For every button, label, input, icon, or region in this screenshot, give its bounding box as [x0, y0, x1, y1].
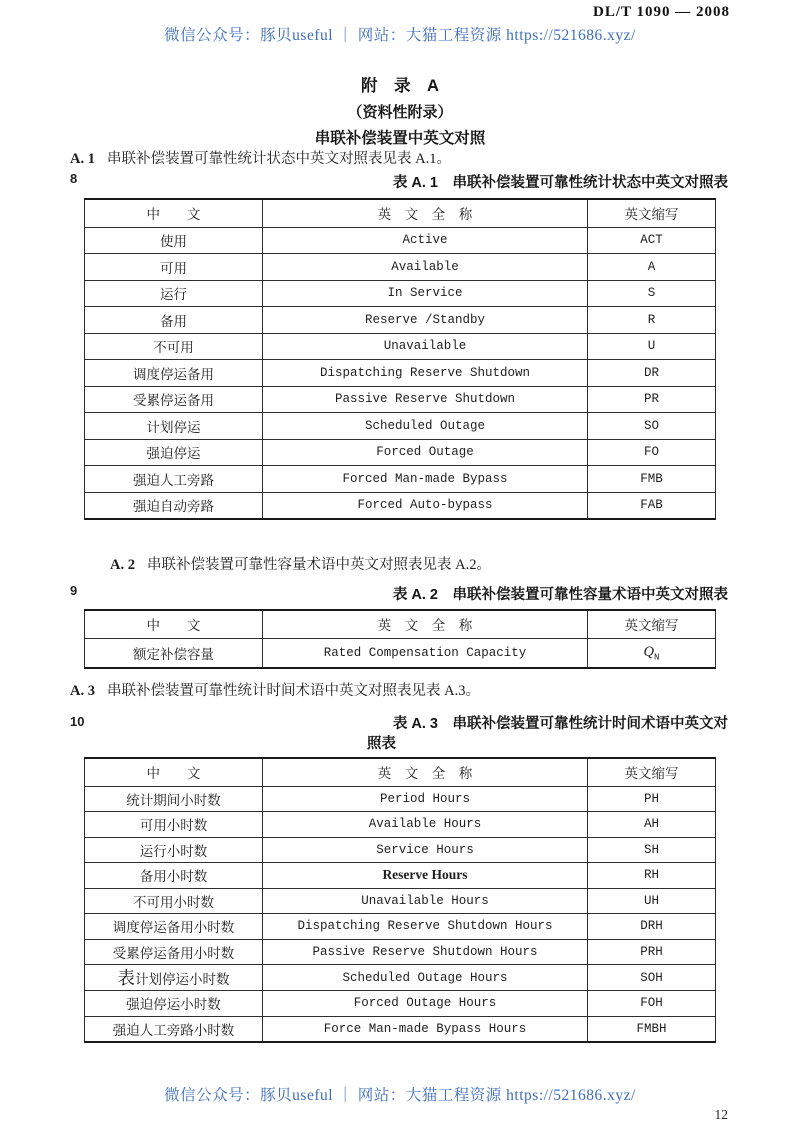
cell-abbreviation: PR [588, 386, 716, 413]
table-a3-caption-line1: 表 A. 3 串联补偿装置可靠性统计时间术语中英文对 [392, 716, 728, 732]
cell-chinese: 可用小时数 [85, 812, 263, 838]
section-a2-paragraph [110, 553, 491, 574]
cell-abbreviation: PH [588, 786, 716, 812]
page-number: 12 [714, 1107, 728, 1122]
cell-english: Forced Outage [263, 439, 588, 466]
cell-chinese: 强迫自动旁路 [85, 492, 263, 519]
cell-english: In Service [263, 280, 588, 307]
cell-chinese: 计划停运 [85, 413, 263, 440]
cell-chinese: 强迫人工旁路 [85, 466, 263, 493]
table-row [85, 888, 716, 914]
column-header: 英文缩写 [588, 610, 716, 638]
table-a1-caption-row [70, 171, 728, 192]
cell-english: Period Hours [263, 786, 588, 812]
table-row [85, 360, 716, 387]
cell-chinese: 强迫停运 [85, 439, 263, 466]
cell-english: Available Hours [263, 812, 588, 838]
table-row [85, 991, 716, 1017]
cell-abbreviation: PRH [588, 939, 716, 965]
cell-chinese: 备用 [85, 307, 263, 334]
section-a1-label: A. 1 [70, 151, 95, 167]
section-a2-text: 串联补偿装置可靠性容量术语中英文对照表见表 A.2。 [146, 557, 491, 573]
cell-english: Forced Man-made Bypass [263, 466, 588, 493]
column-header: 英文缩写 [588, 758, 716, 786]
table-row [85, 227, 716, 254]
cell-english: Passive Reserve Shutdown Hours [263, 939, 588, 965]
cell-chinese: 运行 [85, 280, 263, 307]
table-row [85, 786, 716, 812]
cell-abbreviation: S [588, 280, 716, 307]
appendix-title: 附 录 A [361, 77, 439, 95]
margin-number-9: 9 [70, 583, 78, 598]
large-character: 表 [117, 968, 135, 988]
cell-chinese: 受累停运备用小时数 [85, 939, 263, 965]
cell-english: Unavailable [263, 333, 588, 360]
promo-header-link[interactable]: 微信公众号：豚贝useful ｜ 网站：大猫工程资源 https://521686.xyz/ [164, 27, 636, 44]
table-header-row [85, 610, 716, 638]
cell-chinese: 调度停运备用小时数 [85, 914, 263, 940]
cell-chinese: 调度停运备用 [85, 360, 263, 387]
table-row [85, 280, 716, 307]
cell-abbreviation: RH [588, 863, 716, 889]
cell-chinese: 受累停运备用 [85, 386, 263, 413]
column-header: 英 文 全 称 [263, 610, 588, 638]
table-a3-caption [366, 714, 728, 754]
cell-english: Forced Auto-bypass [263, 492, 588, 519]
table-row [85, 386, 716, 413]
cell-abbreviation: FO [588, 439, 716, 466]
cell-abbreviation: FMB [588, 466, 716, 493]
cell-english: Scheduled Outage Hours [263, 965, 588, 991]
table-a1 [84, 198, 716, 520]
cell-english: Rated Compensation Capacity [263, 638, 588, 668]
cell-abbreviation: SOH [588, 965, 716, 991]
section-a2-label: A. 2 [110, 557, 135, 573]
cell-chinese: 不可用 [85, 333, 263, 360]
cell-english: Scheduled Outage [263, 413, 588, 440]
cell-chinese: 运行小时数 [85, 837, 263, 863]
cell-english: Forced Outage Hours [263, 991, 588, 1017]
table-row [85, 914, 716, 940]
cell-abbreviation: FOH [588, 991, 716, 1017]
cell-english: Unavailable Hours [263, 888, 588, 914]
appendix-title-block [0, 72, 800, 148]
cell-abbreviation: A [588, 254, 716, 281]
cell-chinese: 统计期间小时数 [85, 786, 263, 812]
cell-abbreviation: SH [588, 837, 716, 863]
cell-abbreviation: ACT [588, 227, 716, 254]
table-row [85, 837, 716, 863]
section-a1-paragraph [70, 147, 451, 168]
table-row [85, 1016, 716, 1042]
column-header: 中 文 [85, 758, 263, 786]
cell-english: Dispatching Reserve Shutdown [263, 360, 588, 387]
cell-chinese: 强迫停运小时数 [85, 991, 263, 1017]
table-row [85, 439, 716, 466]
table-a3-caption-row [70, 714, 728, 754]
cell-abbreviation: DRH [588, 914, 716, 940]
table-row [85, 965, 716, 991]
cell-english: Reserve Hours [263, 863, 588, 889]
cell-abbreviation: $Q_N$ [588, 638, 716, 668]
cell-chinese: 额定补偿容量 [85, 638, 263, 668]
table-row [85, 812, 716, 838]
section-a3-paragraph [70, 679, 480, 700]
table-a1-caption: 表 A. 1 串联补偿装置可靠性统计状态中英文对照表 [392, 175, 728, 191]
table-header-row [85, 199, 716, 227]
cell-abbreviation: AH [588, 812, 716, 838]
cell-english: Available [263, 254, 588, 281]
column-header: 英文缩写 [588, 199, 716, 227]
table-row [85, 254, 716, 281]
appendix-subtitle: （资料性附录） [347, 104, 453, 121]
table-header-row [85, 758, 716, 786]
cell-chinese: 可用 [85, 254, 263, 281]
promo-footer-link[interactable]: 微信公众号：豚贝useful ｜ 网站：大猫工程资源 https://521686.xyz/ [164, 1087, 636, 1104]
cell-chinese: 强迫人工旁路小时数 [85, 1016, 263, 1042]
cell-abbreviation: DR [588, 360, 716, 387]
cell-abbreviation: U [588, 333, 716, 360]
table-row [85, 863, 716, 889]
section-a3-text: 串联补偿装置可靠性统计时间术语中英文对照表见表 A.3。 [106, 683, 480, 699]
column-header: 中 文 [85, 199, 263, 227]
table-row [85, 333, 716, 360]
table-row [85, 466, 716, 493]
table-row [85, 638, 716, 668]
cell-chinese: 使用 [85, 227, 263, 254]
margin-number-10: 10 [70, 714, 85, 729]
cell-abbreviation: R [588, 307, 716, 334]
table-a3-caption-line2: 照表 [366, 736, 396, 752]
table-row [85, 307, 716, 334]
cell-chinese: 不可用小时数 [85, 888, 263, 914]
cell-english: Force Man-made Bypass Hours [263, 1016, 588, 1042]
column-header: 中 文 [85, 610, 263, 638]
appendix-heading: 串联补偿装置中英文对照 [314, 130, 486, 147]
table-a3 [84, 757, 716, 1043]
table-row [85, 492, 716, 519]
table-a2 [84, 609, 716, 669]
cell-abbreviation: FMBH [588, 1016, 716, 1042]
cell-english: Service Hours [263, 837, 588, 863]
table-row [85, 939, 716, 965]
margin-number-8: 8 [70, 171, 78, 186]
cell-english: Active [263, 227, 588, 254]
table-a2-caption-row [70, 583, 728, 604]
table-row [85, 413, 716, 440]
cell-abbreviation: SO [588, 413, 716, 440]
cell-chinese: 备用小时数 [85, 863, 263, 889]
cell-english: Dispatching Reserve Shutdown Hours [263, 914, 588, 940]
table-a2-caption: 表 A. 2 串联补偿装置可靠性容量术语中英文对照表 [392, 587, 728, 603]
section-a3-label: A. 3 [70, 683, 95, 699]
cell-chinese: 表计划停运小时数 [85, 965, 263, 991]
standard-number: DL/T 1090 — 2008 [593, 4, 730, 20]
cell-abbreviation: FAB [588, 492, 716, 519]
column-header: 英 文 全 称 [263, 758, 588, 786]
cell-english: Passive Reserve Shutdown [263, 386, 588, 413]
column-header: 英 文 全 称 [263, 199, 588, 227]
cell-english: Reserve /Standby [263, 307, 588, 334]
cell-abbreviation: UH [588, 888, 716, 914]
section-a1-text: 串联补偿装置可靠性统计状态中英文对照表见表 A.1。 [106, 151, 451, 167]
